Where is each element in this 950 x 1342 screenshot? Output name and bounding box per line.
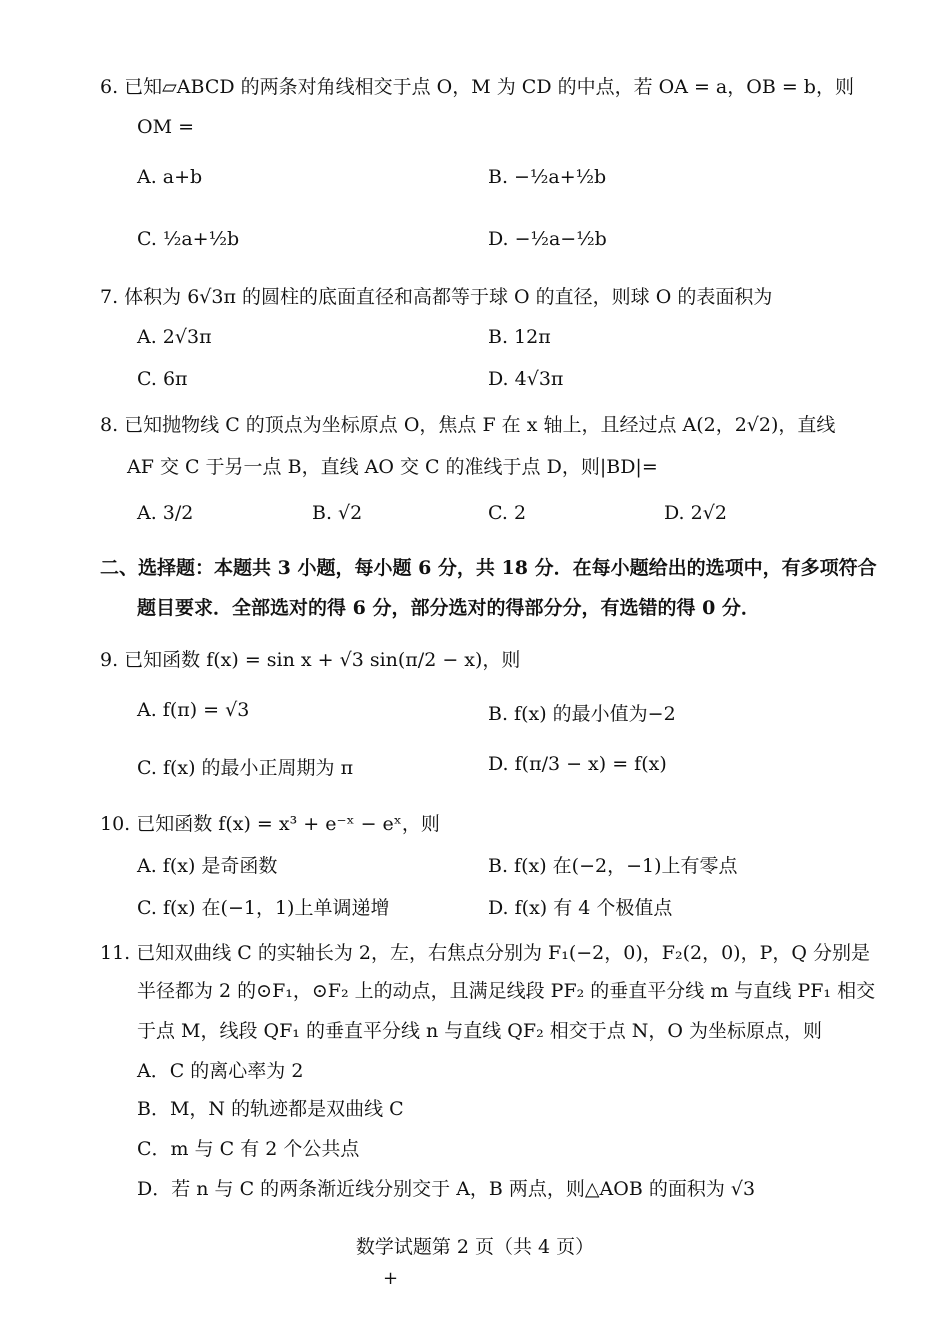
q6-option-d: D. −½a−½b bbox=[488, 228, 607, 250]
section-2-line1: 二、选择题：本题共 3 小题，每小题 6 分，共 18 分．在每小题给出的选项中，有多项符合 bbox=[100, 557, 877, 579]
q11-option-a: A．C 的离心率为 2 bbox=[137, 1060, 304, 1082]
q10-option-d: D. f(x) 有 4 个极值点 bbox=[488, 897, 673, 919]
q7-option-a: A. 2√3π bbox=[137, 326, 212, 348]
q9-option-b: B. f(x) 的最小值为−2 bbox=[488, 703, 676, 725]
q7-stem: 7. 体积为 6√3π 的圆柱的底面直径和高都等于球 O 的直径，则球 O 的表面积为 bbox=[100, 286, 773, 308]
q11-stem-line2: 半径都为 2 的⊙F₁，⊙F₂ 上的动点，且满足线段 PF₂ 的垂直平分线 m 与直线 PF₁ 相交 bbox=[137, 980, 876, 1002]
q8-option-d: D. 2√2 bbox=[664, 502, 727, 524]
q10-stem: 10. 已知函数 f(x) = x³ + e⁻ˣ − eˣ，则 bbox=[100, 813, 440, 835]
q11-option-d: D．若 n 与 C 的两条渐近线分别交于 A，B 两点，则△AOB 的面积为 √3 bbox=[137, 1178, 756, 1200]
q11-stem-line1: 11. 已知双曲线 C 的实轴长为 2，左，右焦点分别为 F₁(−2，0)，F₂(2，0)，P，Q 分别是 bbox=[100, 942, 870, 964]
q8-option-c: C. 2 bbox=[488, 502, 527, 524]
page-footer: 数学试题第 2 页（共 4 页） bbox=[355, 1236, 595, 1258]
q9-option-a: A. f(π) = √3 bbox=[137, 699, 250, 721]
q11-option-b: B．M，N 的轨迹都是双曲线 C bbox=[137, 1098, 404, 1120]
q9-stem: 9. 已知函数 f(x) = sin x + √3 sin(π/2 − x)，则 bbox=[100, 649, 521, 671]
q6-option-b: B. −½a+½b bbox=[488, 166, 607, 188]
q9-option-d: D. f(π/3 − x) = f(x) bbox=[488, 753, 667, 775]
q10-option-c: C. f(x) 在(−1，1)上单调递增 bbox=[137, 897, 390, 919]
q8-stem-line2: AF 交 C 于另一点 B，直线 AO 交 C 的准线于点 D，则|BD|= bbox=[127, 456, 658, 478]
q8-option-a: A. 3/2 bbox=[137, 502, 194, 524]
q10-option-b: B. f(x) 在(−2，−1)上有零点 bbox=[488, 855, 738, 877]
q7-option-d: D. 4√3π bbox=[488, 368, 564, 390]
q6-stem-line1: 6. 已知▱ABCD 的两条对角线相交于点 O，M 为 CD 的中点，若 OA = a，OB = b，则 bbox=[100, 76, 854, 98]
q10-option-a: A. f(x) 是奇函数 bbox=[137, 855, 278, 877]
q11-option-c: C．m 与 C 有 2 个公共点 bbox=[137, 1138, 360, 1160]
q6-option-a: A. a+b bbox=[137, 166, 203, 188]
q6-option-c: C. ½a+½b bbox=[137, 228, 240, 250]
q8-stem-line1: 8. 已知抛物线 C 的顶点为坐标原点 O，焦点 F 在 x 轴上，且经过点 A(2，2√2)，直线 bbox=[100, 414, 836, 436]
crosshair-mark: + bbox=[383, 1268, 399, 1289]
q8-option-b: B. √2 bbox=[312, 502, 363, 524]
q9-option-c: C. f(x) 的最小正周期为 π bbox=[137, 757, 354, 779]
q6-stem-line2: OM = bbox=[137, 116, 194, 138]
q7-option-b: B. 12π bbox=[488, 326, 551, 348]
q7-option-c: C. 6π bbox=[137, 368, 188, 390]
section-2-line2: 题目要求．全部选对的得 6 分，部分选对的得部分分，有选错的得 0 分． bbox=[137, 597, 760, 619]
q11-stem-line3: 于点 M，线段 QF₁ 的垂直平分线 n 与直线 QF₂ 相交于点 N，O 为坐标原点，则 bbox=[137, 1020, 823, 1042]
